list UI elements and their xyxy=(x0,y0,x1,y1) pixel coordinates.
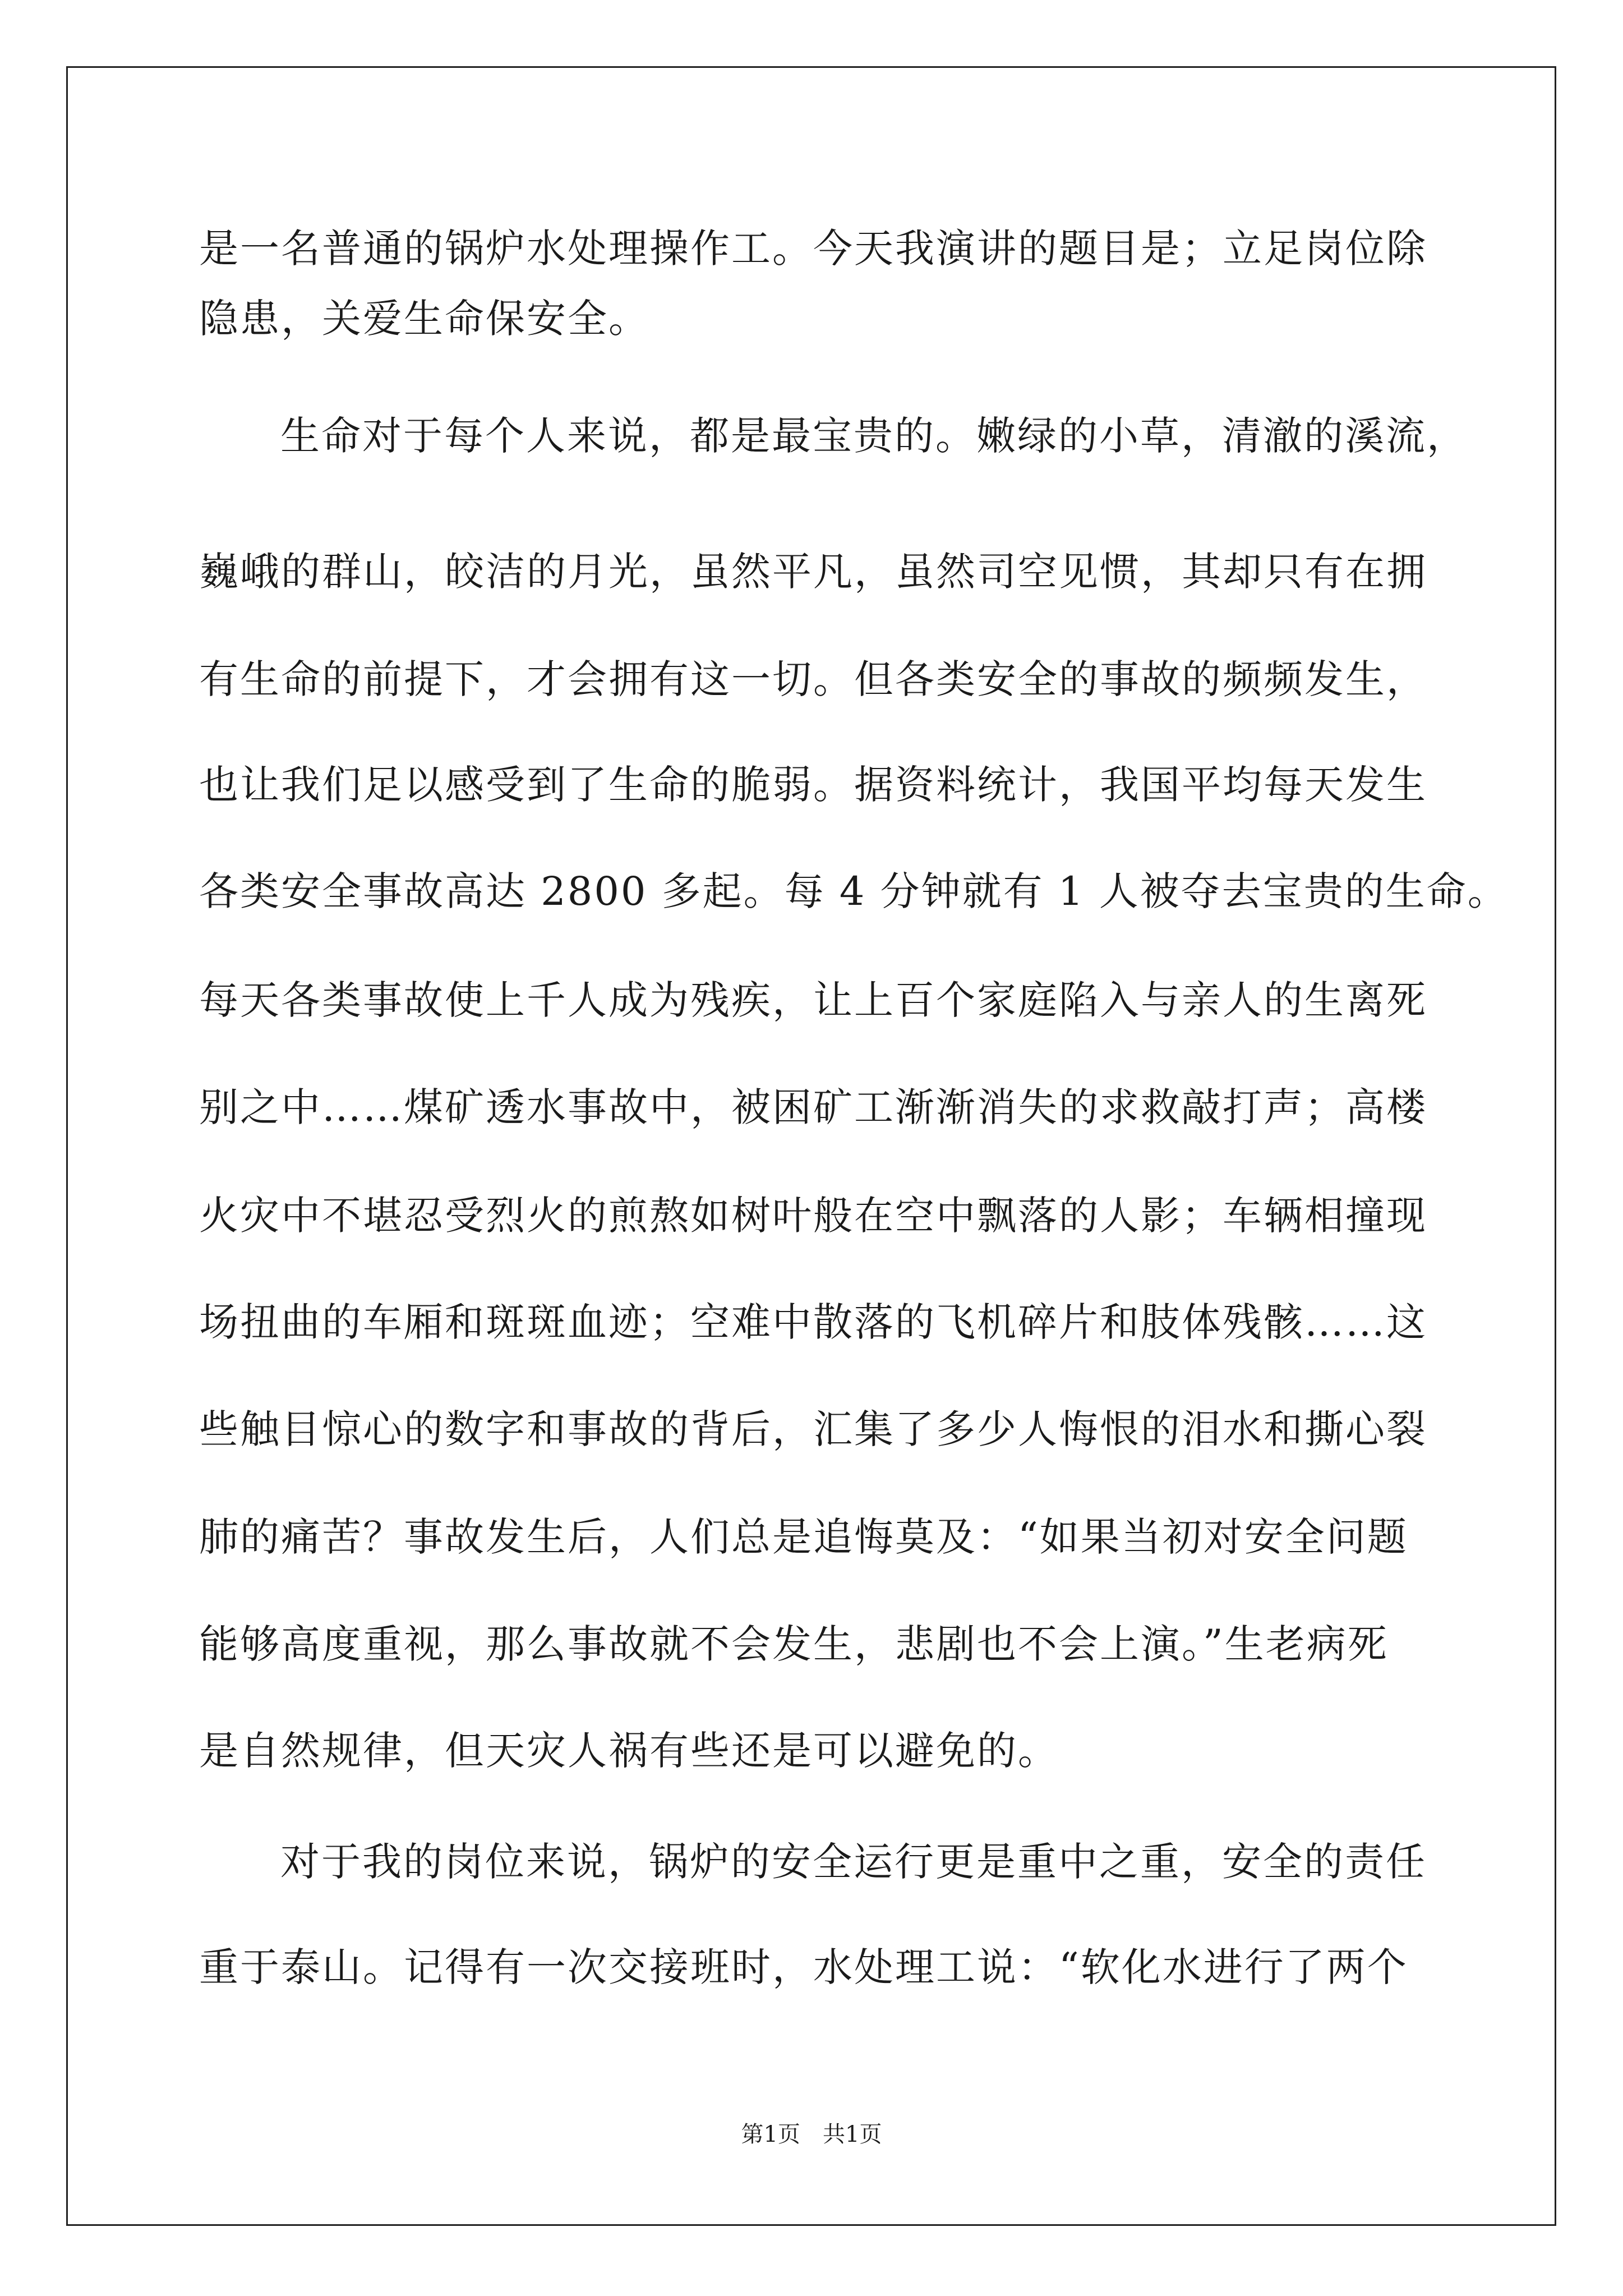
text-line: 各类安全事故高达 2800 多起。每 4 分钟就有 1 人被夺去宝贵的生命。 xyxy=(199,868,1509,914)
text-line: 隐患，关爱生命保安全。 xyxy=(199,296,649,342)
page-border xyxy=(66,66,1556,2226)
text-line: 能够高度重视，那么事故就不会发生，悲剧也不会上演。”生老病死 xyxy=(199,1621,1389,1667)
page-number-footer: 第1页 共1页 xyxy=(741,2122,882,2147)
text-line: 也让我们足以感受到了生命的脆弱。据资料统计，我国平均每天发生 xyxy=(199,762,1427,808)
text-line: 是一名普通的锅炉水处理操作工。今天我演讲的题目是；立足岗位除 xyxy=(199,226,1427,272)
text-line: 是自然规律，但天灾人祸有些还是可以避免的。 xyxy=(199,1728,1059,1774)
text-line: 重于泰山。记得有一次交接班时，水处理工说：“软化水进行了两个 xyxy=(199,1944,1408,1990)
paragraph-first-line: 对于我的岗位来说，锅炉的安全运行更是重中之重，安全的责任 xyxy=(280,1839,1427,1885)
text-line: 别之中……煤矿透水事故中，被困矿工渐渐消失的求救敲打声；高楼 xyxy=(199,1084,1427,1130)
text-line: 巍峨的群山，皎洁的月光，虽然平凡，虽然司空见惯，其却只有在拥 xyxy=(199,549,1427,595)
text-line: 有生命的前提下，才会拥有这一切。但各类安全的事故的频频发生， xyxy=(199,656,1427,702)
text-line: 些触目惊心的数字和事故的背后，汇集了多少人悔恨的泪水和撕心裂 xyxy=(199,1406,1427,1452)
text-line: 火灾中不堪忍受烈火的煎熬如树叶般在空中飘落的人影；车辆相撞现 xyxy=(199,1193,1427,1239)
text-line: 肺的痛苦？事故发生后，人们总是追悔莫及：“如果当初对安全问题 xyxy=(199,1514,1408,1560)
paragraph-first-line: 生命对于每个人来说，都是最宝贵的。嫩绿的小草，清澈的溪流， xyxy=(280,413,1468,459)
text-line: 每天各类事故使上千人成为残疾，让上百个家庭陷入与亲人的生离死 xyxy=(199,977,1427,1023)
text-line: 场扭曲的车厢和斑斑血迹；空难中散落的飞机碎片和肢体残骸……这 xyxy=(199,1299,1427,1345)
